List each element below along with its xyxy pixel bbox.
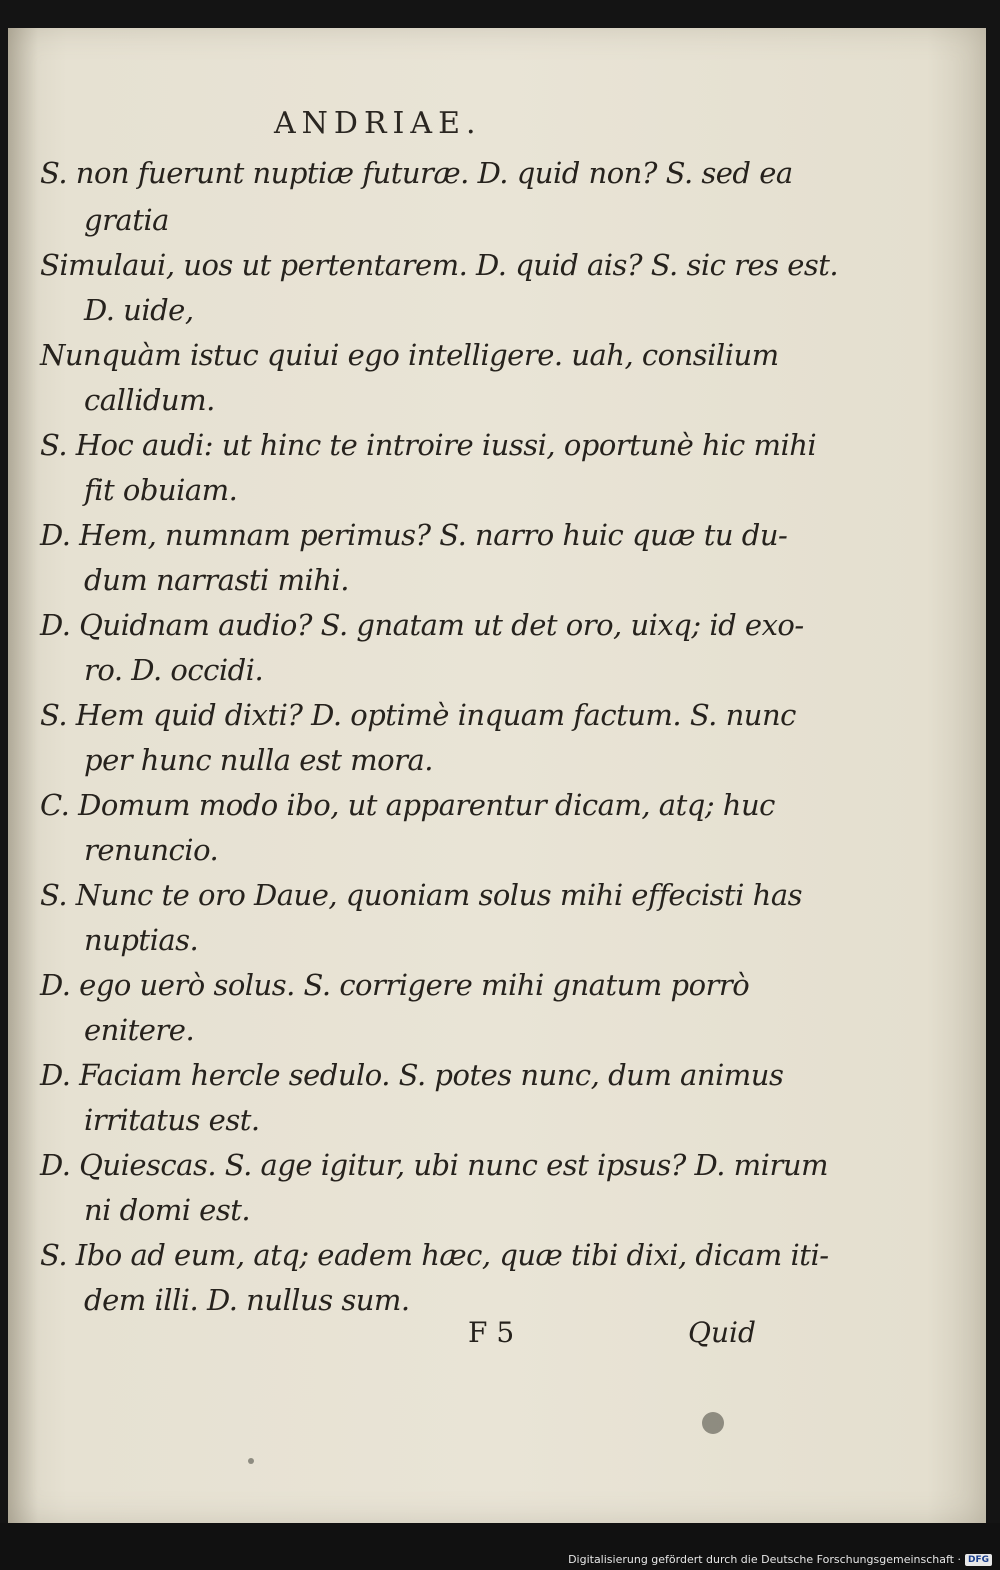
text-line: S. non fuerunt nuptiæ futuræ. D. quid non? S. sed ea (40, 156, 793, 190)
text-line: D. Faciam hercle sedulo. S. potes nunc, dum animus (40, 1058, 784, 1092)
text-line: D. Quiescas. S. age igitur, ubi nunc est ipsus? D. mirum (40, 1148, 828, 1182)
text-line: callidum. (84, 383, 215, 417)
running-head: ANDRIAE. (274, 106, 482, 141)
scan-bottom-bar (0, 1523, 1000, 1570)
page-gutter-shadow (8, 28, 38, 1523)
signature-mark: F 5 (468, 1316, 515, 1349)
book-page (8, 28, 986, 1523)
text-line: D. uide, (84, 293, 194, 327)
text-line: S. Ibo ad eum, atq; eadem hæc, quæ tibi dixi, dicam iti- (40, 1238, 829, 1272)
text-line: D. Hem, numnam perimus? S. narro huic quæ tu du- (40, 518, 788, 552)
catchword: Quid (688, 1316, 756, 1349)
text-line: irritatus est. (84, 1103, 260, 1137)
text-line: renuncio. (84, 833, 219, 867)
text-line: ro. D. occidi. (84, 653, 264, 687)
credit-text: Digitalisierung gefördert durch die Deutsche Forschungsgemeinschaft · (568, 1553, 961, 1566)
text-line: Simulaui, uos ut pertentarem. D. quid ais? S. sic res est. (40, 248, 839, 282)
paper-speck (248, 1458, 254, 1464)
text-line: enitere. (84, 1013, 195, 1047)
text-line: dum narrasti mihi. (84, 563, 349, 597)
paper-stain (702, 1412, 724, 1434)
text-line: Nunquàm istuc quiui ego intelligere. uah, consilium (40, 338, 779, 372)
text-line: D. Quidnam audio? S. gnatam ut det oro, uixq; id exo- (40, 608, 804, 642)
text-line: dem illi. D. nullus sum. (84, 1283, 410, 1317)
text-line: gratia (84, 203, 169, 237)
text-line: S. Hem quid dixti? D. optimè inquam factum. S. nunc (40, 698, 796, 732)
digitization-credit (568, 1553, 992, 1566)
text-line: nuptias. (84, 923, 199, 957)
dfg-logo-icon: DFG (965, 1554, 992, 1566)
text-line: C. Domum modo ibo, ut apparentur dicam, atq; huc (40, 788, 775, 822)
text-line: S. Hoc audi: ut hinc te introire iussi, oportunè hic mihi (40, 428, 817, 462)
text-line: ni domi est. (84, 1193, 251, 1227)
text-line: D. ego uerò solus. S. corrigere mihi gnatum porrò (40, 968, 750, 1002)
text-line: per hunc nulla est mora. (84, 743, 433, 777)
text-line: fit obuiam. (84, 473, 238, 507)
text-line: S. Nunc te oro Daue, quoniam solus mihi effecisti has (40, 878, 802, 912)
